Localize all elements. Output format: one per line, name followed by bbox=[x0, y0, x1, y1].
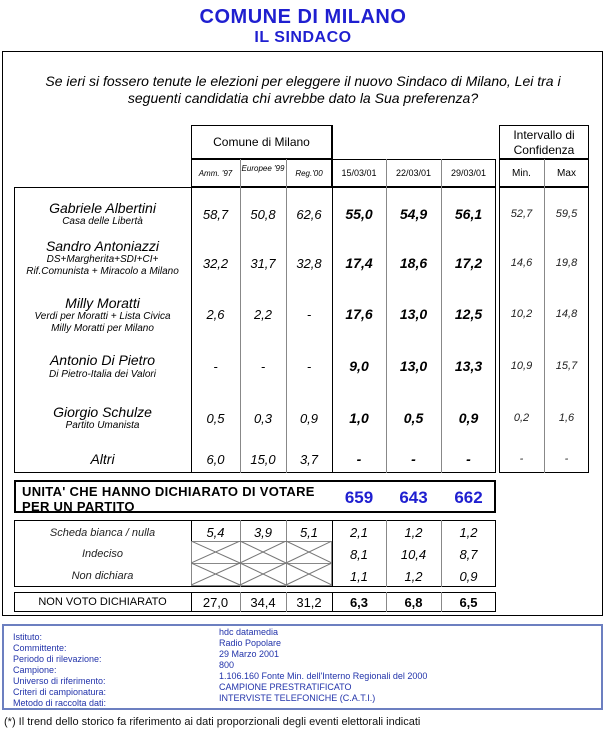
candidate-name: Sandro Antoniazzi bbox=[45, 238, 160, 254]
value-reg00: 0,9 bbox=[299, 411, 319, 426]
info-label: Istituto: bbox=[13, 632, 43, 642]
value-amm97: 6,0 bbox=[206, 452, 225, 467]
value-amm97: 2,6 bbox=[206, 307, 225, 322]
value-europee99: 34,4 bbox=[250, 595, 276, 610]
value-reg00: - bbox=[306, 307, 312, 322]
value-ci-max: 15,7 bbox=[555, 360, 578, 372]
value-ci-max: 19,8 bbox=[555, 257, 578, 269]
value-poll-1: 1,0 bbox=[349, 410, 369, 426]
page-subtitle: IL SINDACO bbox=[254, 29, 352, 46]
value-europee99: 31,7 bbox=[250, 256, 276, 271]
value-poll-3: 13,3 bbox=[454, 358, 483, 374]
value-europee99: 15,0 bbox=[250, 452, 276, 467]
group-comune-label: Comune di Milano bbox=[213, 135, 310, 149]
row-label: Indeciso bbox=[82, 548, 123, 560]
value-poll-2: 1,2 bbox=[404, 569, 423, 584]
value-poll-2: - bbox=[411, 451, 416, 467]
value-poll-3: 17,2 bbox=[454, 255, 483, 271]
info-value: hdc datamedia bbox=[219, 627, 279, 637]
unita-label: UNITA' CHE HANNO DICHIARATO DI VOTARE PER UN PARTITO bbox=[22, 484, 315, 514]
question-text: Se ieri si fossero tenute le elezioni per eleggere il nuovo Sindaco di Milano, Lei tra i seguenti candidatia chi avrebbe dato la Sua preferenza? bbox=[45, 73, 561, 106]
survey-info-box bbox=[2, 624, 603, 710]
value-poll-3: 6,5 bbox=[459, 595, 478, 610]
info-value: INTERVISTE TELEFONICHE (C.A.T.I.) bbox=[219, 693, 376, 703]
value-ci-min: 10,2 bbox=[510, 308, 533, 320]
value-reg00: 3,7 bbox=[299, 452, 319, 467]
row-label: Non dichiara bbox=[71, 570, 134, 582]
value-poll-1: 17,6 bbox=[345, 306, 373, 322]
col-amm97: Amm. '97 bbox=[198, 169, 233, 178]
candidate-name: Giorgio Schulze bbox=[53, 404, 152, 420]
candidate-name: Gabriele Albertini bbox=[49, 200, 156, 216]
value-amm97: 0,5 bbox=[206, 411, 225, 426]
value-europee99: 50,8 bbox=[250, 207, 276, 222]
info-label: Committente: bbox=[13, 643, 67, 653]
group-comune-header bbox=[191, 125, 332, 159]
header bbox=[0, 6, 606, 48]
value-reg00: 32,8 bbox=[296, 256, 322, 271]
footnote: (*) Il trend dello storico fa riferimento ai dati proporzionali degli eventi elettorali indicati bbox=[4, 716, 421, 728]
value-ci-max: 59,5 bbox=[555, 208, 578, 220]
value-poll-2: 6,8 bbox=[404, 595, 423, 610]
info-value: CAMPIONE PRESTRATIFICATO bbox=[219, 682, 352, 692]
value-poll-1: 17,4 bbox=[345, 255, 373, 271]
not-applicable-cells bbox=[191, 541, 332, 587]
candidate-name: Milly Moratti bbox=[65, 295, 140, 311]
candidate-party: Casa delle Libertà bbox=[62, 216, 143, 227]
value-poll-2: 10,4 bbox=[400, 547, 427, 562]
value-ci-min: 14,6 bbox=[510, 257, 533, 269]
value-amm97: 5,4 bbox=[206, 525, 225, 540]
info-label: Metodo di raccolta dati: bbox=[13, 698, 107, 708]
row-label: Scheda bianca / nulla bbox=[49, 527, 156, 539]
group-intervallo-header bbox=[499, 125, 589, 159]
value-amm97: 27,0 bbox=[202, 595, 229, 610]
value-ci-max: 14,8 bbox=[555, 308, 578, 320]
col-ci-max: Max bbox=[557, 168, 576, 179]
value-poll-3: 0,9 bbox=[459, 569, 478, 584]
page-title: COMUNE DI MILANO bbox=[199, 6, 407, 28]
value-europee99: 0,3 bbox=[253, 411, 273, 426]
value-ci-max: 1,6 bbox=[558, 412, 575, 424]
info-label: Criteri di campionatura: bbox=[13, 687, 107, 697]
value-ci-min: - bbox=[519, 453, 524, 465]
info-label: Universo di riferimento: bbox=[13, 676, 106, 686]
group-intervallo-label: Intervallo di Confidenza bbox=[513, 128, 575, 157]
unita-value-3: 662 bbox=[454, 488, 483, 507]
value-poll-3: 1,2 bbox=[459, 525, 478, 540]
value-poll-1: 1,1 bbox=[349, 569, 369, 584]
candidate-party: Di Pietro-Italia dei Valori bbox=[49, 369, 156, 380]
info-value: 29 Marzo 2001 bbox=[219, 649, 280, 659]
value-ci-min: 10,9 bbox=[510, 360, 533, 372]
info-value: 1.106.160 Fonte Min. dell'Interno Regionali del 2000 bbox=[219, 671, 428, 681]
candidate-party: Verdi per Moratti + Lista Civica Milly Moratti per Milano bbox=[34, 311, 171, 334]
value-ci-max: - bbox=[564, 453, 569, 465]
value-amm97: 32,2 bbox=[202, 256, 229, 271]
value-poll-2: 0,5 bbox=[403, 410, 424, 426]
value-europee99: 2,2 bbox=[253, 307, 273, 322]
value-poll-1: 55,0 bbox=[345, 206, 373, 222]
value-reg00: - bbox=[306, 359, 312, 374]
col-ci-min: Min. bbox=[512, 168, 531, 179]
value-poll-2: 54,9 bbox=[399, 206, 428, 222]
value-ci-min: 52,7 bbox=[510, 208, 533, 220]
value-europee99: - bbox=[260, 359, 266, 374]
value-reg00: 31,2 bbox=[296, 595, 322, 610]
col-poll-3: 29/03/01 bbox=[450, 168, 487, 178]
col-reg00: Reg.'00 bbox=[295, 169, 323, 178]
value-reg00: 62,6 bbox=[296, 207, 322, 222]
value-poll-2: 13,0 bbox=[399, 358, 428, 374]
unita-value-2: 643 bbox=[399, 488, 428, 507]
candidate-name: Antonio Di Pietro bbox=[49, 352, 156, 368]
value-poll-3: 56,1 bbox=[454, 206, 483, 222]
value-europee99: 3,9 bbox=[253, 525, 273, 540]
col-europee99: Europee '99 bbox=[241, 164, 285, 173]
value-amm97: - bbox=[213, 359, 218, 374]
col-poll-2: 22/03/01 bbox=[395, 168, 432, 178]
candidate-name: Altri bbox=[90, 451, 115, 467]
info-value: Radio Popolare bbox=[219, 638, 282, 648]
candidate-party: Partito Umanista bbox=[65, 420, 140, 431]
value-poll-3: 0,9 bbox=[458, 410, 479, 426]
value-poll-2: 13,0 bbox=[399, 306, 428, 322]
non-voto-label: NON VOTO DICHIARATO bbox=[38, 596, 167, 608]
value-poll-1: 6,3 bbox=[349, 595, 369, 610]
value-poll-1: 2,1 bbox=[349, 525, 369, 540]
col-poll-1: 15/03/01 bbox=[341, 168, 377, 178]
value-poll-3: - bbox=[466, 451, 471, 467]
info-label: Periodo di rilevazione: bbox=[13, 654, 102, 664]
value-poll-1: 9,0 bbox=[349, 358, 369, 374]
unita-box bbox=[14, 480, 496, 513]
candidate-party: DS+Margherita+SDI+CI+ Rif.Comunista + Miracolo a Milano bbox=[26, 254, 179, 277]
value-poll-1: 8,1 bbox=[349, 547, 369, 562]
unita-value-1: 659 bbox=[344, 488, 374, 507]
info-value: 800 bbox=[219, 660, 235, 670]
info-label: Campione: bbox=[13, 665, 57, 675]
value-poll-3: 12,5 bbox=[454, 306, 483, 322]
value-poll-2: 18,6 bbox=[399, 255, 428, 271]
value-poll-3: 8,7 bbox=[459, 547, 478, 562]
value-poll-1: - bbox=[356, 451, 362, 467]
value-amm97: 58,7 bbox=[202, 207, 229, 222]
value-ci-min: 0,2 bbox=[513, 412, 530, 424]
value-poll-2: 1,2 bbox=[404, 525, 423, 540]
value-reg00: 5,1 bbox=[299, 525, 319, 540]
